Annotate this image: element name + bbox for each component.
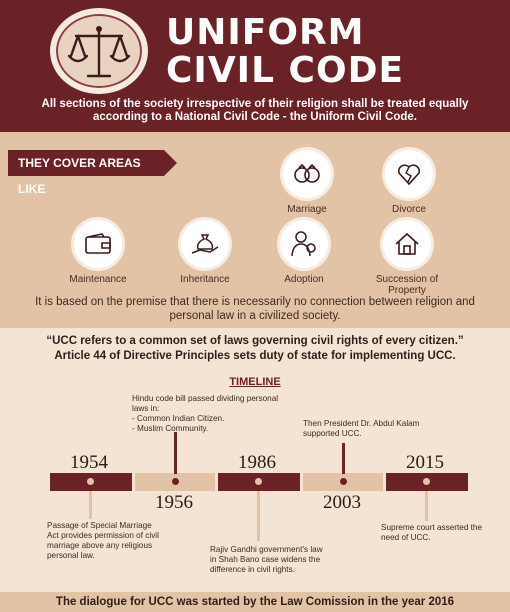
title-line1: UNIFORM	[166, 12, 365, 53]
note-1954: Passage of Special Marriage Act provides permission of civil marriage above any religious personal law.	[47, 521, 159, 560]
area-maintenance	[53, 220, 143, 285]
timeline-dot	[340, 478, 347, 485]
area-label: Adoption	[284, 274, 324, 285]
timeline-dot	[423, 478, 430, 485]
note-2003: Then President Dr. Abdul Kalam supported UCC.	[303, 419, 420, 438]
area-adoption	[259, 220, 349, 285]
subtitle: All sections of the society irrespective of their religion shall be treated equally according to a National Civil Code - the Uniform Civil Code.	[41, 98, 469, 123]
timeline-connector	[425, 491, 428, 521]
area-label: Marriage	[287, 204, 327, 215]
area-label: Inheritance	[180, 274, 230, 285]
premise-text: It is based on the premise that there is necessarily no connection between religion and personal law in a civilized society.	[35, 296, 475, 322]
parent-child-icon	[280, 220, 328, 268]
timeline-connector	[89, 491, 92, 519]
rings-icon	[283, 150, 331, 198]
timeline-dot	[255, 478, 262, 485]
wallet-icon	[74, 220, 122, 268]
year-1986: 1986	[238, 452, 276, 473]
footer-text: The dialogue for UCC was started by the Law Comission in the year 2016	[0, 592, 510, 612]
timeline-connector	[257, 491, 260, 541]
area-label: Maintenance	[69, 274, 127, 285]
timeline-dot	[172, 478, 179, 485]
note-1956: Hindu code bill passed dividing personal laws in: - Common Indian Citizen. - Muslim Community.	[132, 394, 279, 433]
year-2003: 2003	[323, 492, 361, 513]
year-1954: 1954	[70, 452, 108, 473]
house-icon	[383, 220, 431, 268]
broken-heart-icon	[385, 150, 433, 198]
quote-line1: “UCC refers to a common set of laws governing civil rights of every citizen.”	[46, 335, 464, 347]
timeline-connector	[174, 432, 177, 474]
area-marriage	[262, 150, 352, 215]
timeline-dot	[87, 478, 94, 485]
quote-block	[10, 334, 500, 364]
area-divorce	[364, 150, 454, 215]
scales-of-justice-logo	[50, 8, 148, 94]
header-banner	[0, 0, 510, 132]
areas-ribbon: THEY COVER AREAS LIKE	[8, 150, 164, 176]
quote-line2: Article 44 of Directive Principles sets duty of state for implementing UCC.	[54, 350, 456, 362]
note-2015: Supreme court asserted the need of UCC.	[381, 523, 483, 542]
area-label: Divorce	[392, 204, 426, 215]
area-label: Succession of Property	[375, 274, 439, 296]
area-succession	[362, 220, 452, 296]
scales-icon	[66, 22, 132, 84]
area-inheritance	[160, 220, 250, 285]
timeline-connector	[342, 443, 345, 474]
title-line2: CIVIL CODE	[166, 50, 405, 91]
money-bag-hand-icon	[181, 220, 229, 268]
note-1986: Rajiv Gandhi government's law in Shah Bano case widens the difference in civil rights.	[210, 545, 323, 574]
timeline-title: TIMELINE	[229, 376, 281, 388]
year-2015: 2015	[406, 452, 444, 473]
year-1956: 1956	[155, 492, 193, 513]
